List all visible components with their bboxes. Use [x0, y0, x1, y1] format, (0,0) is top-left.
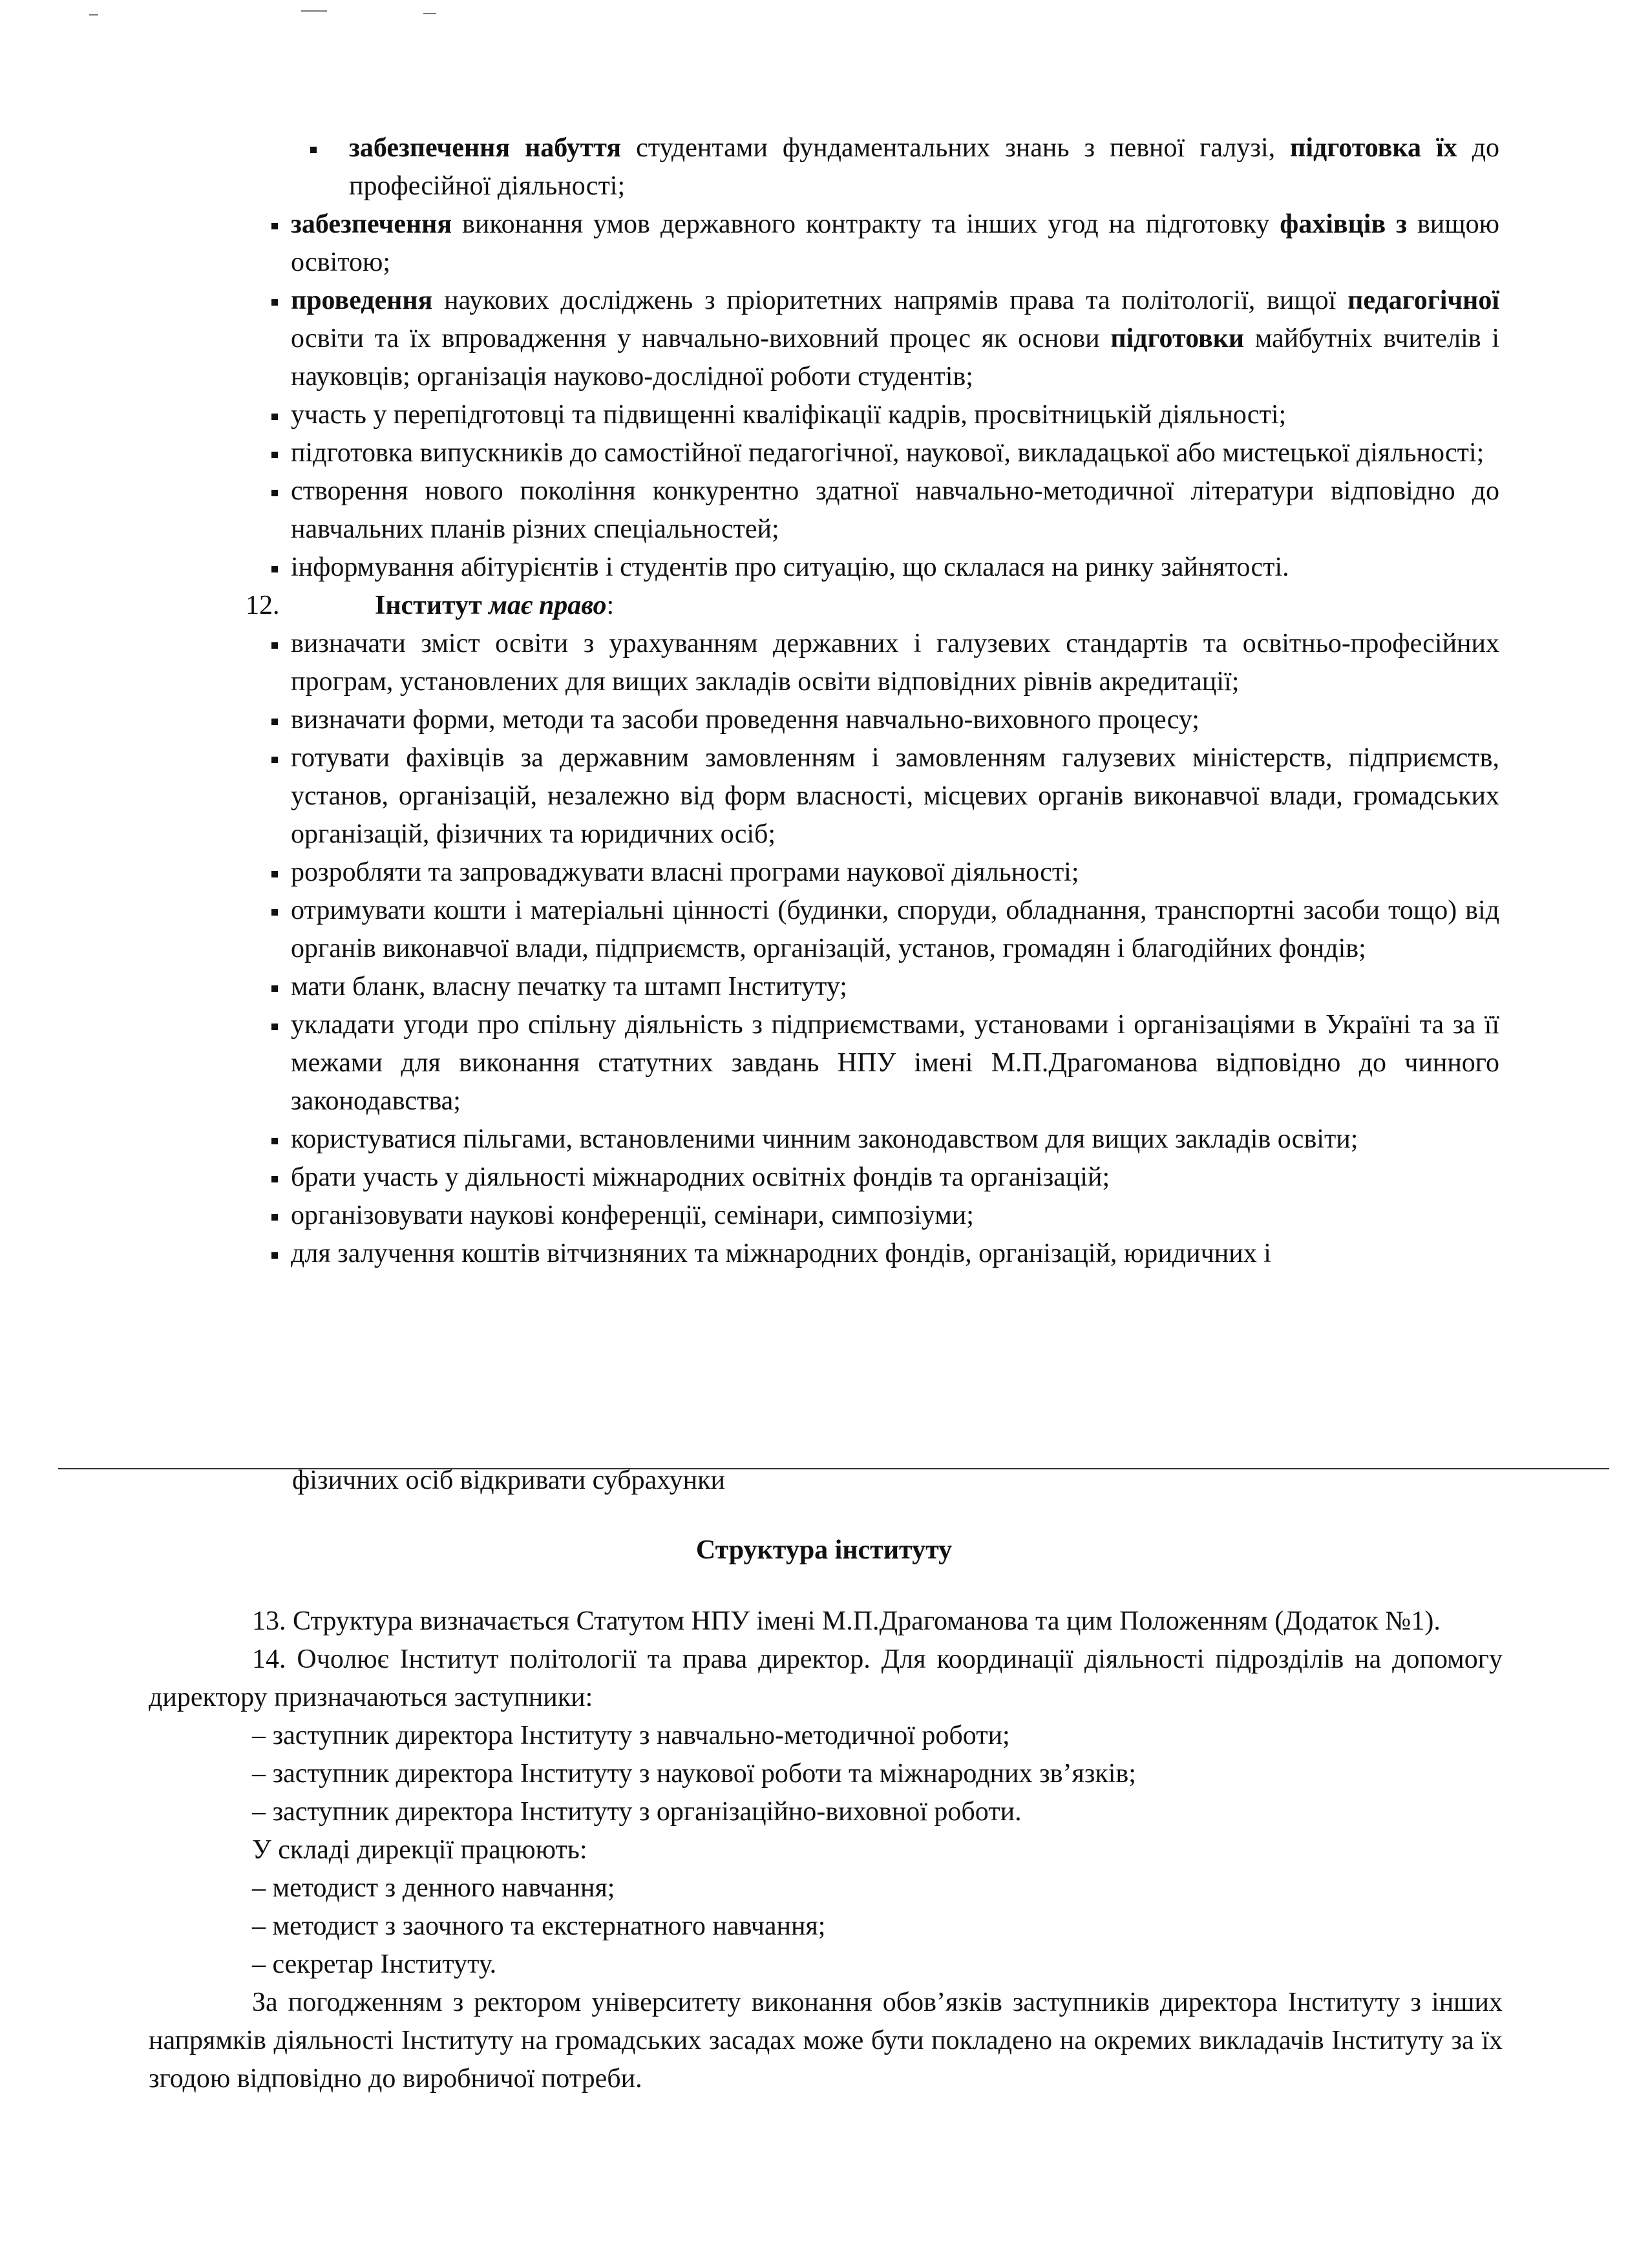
section-12-heading: 12. Інститут має право:: [271, 587, 1499, 625]
section-subject: Інститут: [375, 591, 482, 620]
closing-paragraph: За погодженням з ректором університету виконання обов’язків заступників директора Інституту з інших напрямків діяльності Інституту на громадських засадах може бути покладено на окремих викладачів Інституту за їх згодою відповідно до виробничої потреби.: [149, 1988, 1503, 2094]
bullet-icon: [271, 223, 278, 229]
list-item: визначати зміст освіти з урахуванням державних і галузевих стандартів та освітньо-професійних програм, установлених для вищих закладів освіти відповідних рівнів акредитації;: [271, 625, 1499, 701]
list-item: мати бланк, власну печатку та штамп Інституту;: [271, 968, 1499, 1006]
list-item: розробляти та запроваджувати власні програми наукової діяльності;: [271, 854, 1499, 892]
bullet-icon: [271, 757, 278, 763]
bullet-icon: [271, 1138, 278, 1144]
bullet-icon: [271, 909, 278, 916]
staff-item: – методист з заочного та екстернатного навчання;: [252, 1911, 826, 1941]
bullet-icon: [271, 566, 278, 572]
list-item: отримувати кошти і матеріальні цінності (будинки, споруди, обладнання, транспортні засоби тощо) від органів виконавчої влади, підприємств, організацій, установ, громадян і благодійних фондів;: [271, 892, 1499, 968]
bullet-icon: [271, 642, 278, 649]
list-item: створення нового покоління конкурентно здатної навчально-методичної літератури відповідно до навчальних планів різних спеціальностей;: [271, 472, 1499, 549]
list-item: для залучення коштів вітчизняних та міжнародних фондів, організацій, юридичних і: [271, 1235, 1499, 1273]
staff-item: – секретар Інституту.: [252, 1949, 497, 1979]
list-item: підготовка випускників до самостійної педагогічної, наукової, викладацької або мистецької діяльності;: [271, 434, 1499, 472]
bullet-icon: [310, 147, 317, 153]
list-item: визначати форми, методи та засоби проведення навчально-виховного процесу;: [271, 701, 1499, 739]
scan-speck: [89, 14, 98, 16]
bullet-icon: [271, 414, 278, 420]
bullet-icon: [271, 299, 278, 306]
paragraph-13: 13. Структура визначається Статутом НПУ імені М.П.Драгоманова та цим Положенням (Додаток №1).: [252, 1606, 1441, 1636]
list-item: участь у перепідготовці та підвищенні кваліфікації кадрів, просвітницькій діяльності;: [271, 396, 1499, 434]
structure-section: [149, 1602, 1503, 2098]
list-item: проведення наукових досліджень з пріоритетних напрямів права та політології, вищої педагогічної освіти та їх впровадження у навчально-виховний процес як основи підготовки майбутніх вчителів і науковців; організація науково-дослідної роботи студентів;: [271, 282, 1499, 396]
bullet-icon: [271, 985, 278, 992]
list-item: укладати угоди про спільну діяльність з підприємствами, установами і організаціями в Україні та за її межами для виконання статутних завдань НПУ імені М.П.Драгоманова відповідно до чинного законодавства;: [271, 1006, 1499, 1120]
section-11-list: [246, 129, 1499, 1273]
list-item: забезпечення виконання умов державного контракту та інших угод на підготовку фахівців з вищою освітою;: [271, 205, 1499, 282]
section-emphasis: має право: [489, 591, 607, 620]
staff-intro: У складі дирекції працюють:: [252, 1835, 587, 1865]
list-item: користуватися пільгами, встановленими чинним законодавством для вищих закладів освіти;: [271, 1120, 1499, 1159]
list-item: готувати фахівців за державним замовленням і замовленням галузевих міністерств, підприємств, установ, організацій, незалежно від форм власності, місцевих органів виконавчої влади, громадських організацій, фізичних та юридичних осіб;: [271, 739, 1499, 854]
bullet-icon: [271, 1176, 278, 1182]
list-item: брати участь у діяльності міжнародних освітніх фондів та організацій;: [271, 1159, 1499, 1197]
deputy-item: – заступник директора Інституту з навчально-методичної роботи;: [252, 1721, 1010, 1750]
bullet-icon: [271, 1214, 278, 1221]
bullet-icon: [271, 1024, 278, 1030]
list-item: організовувати наукові конференції, семінари, симпозіуми;: [271, 1197, 1499, 1235]
staff-item: – методист з денного навчання;: [252, 1873, 615, 1903]
bullet-icon: [271, 452, 278, 458]
section-heading: Структура інституту: [695, 1535, 953, 1565]
list-item-continuation: фізичних осіб відкривати субрахунки: [292, 1465, 725, 1495]
bullet-icon: [271, 871, 278, 877]
bullet-icon: [271, 719, 278, 725]
scan-speck: [423, 13, 436, 14]
deputy-item: – заступник директора Інституту з наукової роботи та міжнародних зв’язків;: [252, 1759, 1136, 1789]
list-item: інформування абітурієнтів і студентів про ситуацію, що склалася на ринку зайнятості.: [271, 549, 1499, 587]
scan-speck: [301, 10, 327, 12]
bullet-icon: [271, 1252, 278, 1259]
deputy-item: – заступник директора Інституту з організаційно-виховної роботи.: [252, 1797, 1022, 1827]
section-number: 12.: [246, 591, 280, 620]
bullet-icon: [271, 490, 278, 496]
paragraph-14: 14. Очолює Інститут політології та права директор. Для координації діяльності підрозділів на допомогу директору призначаються заступники:: [149, 1644, 1503, 1712]
list-item: забезпечення набуття студентами фундаментальних знань з певної галузі, підготовка їх до професійної діяльності;: [259, 129, 1499, 205]
